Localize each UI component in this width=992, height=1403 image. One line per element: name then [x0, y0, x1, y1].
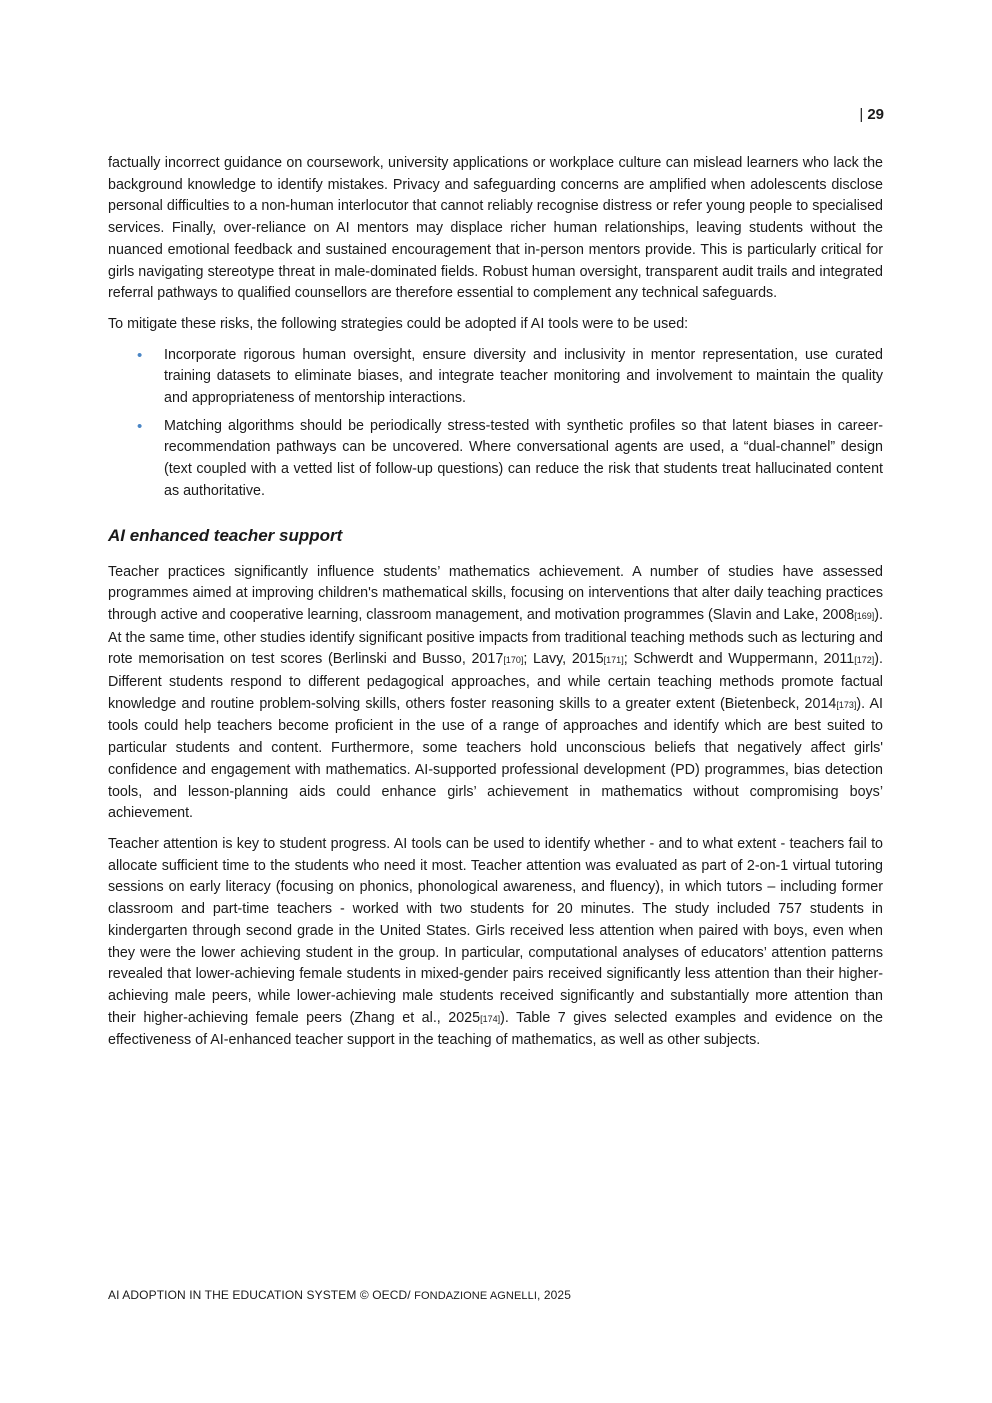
strategies-list: [108, 345, 883, 503]
text-run: ; Lavy, 2015: [523, 651, 604, 668]
paragraph-strategies-intro: To mitigate these risks, the following strategies could be adopted if AI tools were to be used:: [108, 315, 689, 332]
text-run: ). At the same time, other studies identify significant positive impacts from traditional teaching methods such as lecturing and rote memorisation on test scores (Berlinski and Busso, 2017: [108, 606, 884, 668]
list-item-text: Matching algorithms should be periodically stress-tested with synthetic profiles so that latent biases in career-recommendation pathways can be uncovered. Where conversational agents are used, a “dual-channel” design (text coupled with a vetted list of follow-up questions) can reduce the risk that students treat hallucinated content as authoritative.: [164, 417, 883, 499]
page-number: [859, 106, 884, 123]
citation-ref[interactable]: [169]: [854, 610, 875, 621]
list-item-text: Incorporate rigorous human oversight, ensure diversity and inclusivity in mentor representation, use curated training datasets to eliminate biases, and integrate teacher monitoring and involvement to maintain the quality and appropriateness of mentorship interactions.: [164, 346, 883, 407]
citation-ref[interactable]: [173]: [836, 699, 857, 710]
text-run: ). Different students respond to different pedagogical approaches, and while certain teaching methods promote factual knowledge and routine problem-solving skills, others foster reasoning skills to a greater extent (Bietenbeck, 2014: [108, 651, 884, 712]
text-run: ; Schwerdt and Wuppermann, 2011: [623, 651, 855, 668]
footer-publisher: FONDAZIONE AGNELLI: [414, 1290, 537, 1302]
citation-ref[interactable]: [174]: [480, 1013, 501, 1024]
text-run: Teacher practices significantly influence students’ mathematics achievement. A number of studies have assessed programmes aimed at improving children's mathematical skills, focusing on interventions that alter daily teaching practices through active and cooperative learning, classroom management, and motivation programmes (Slavin and Lake, 2008: [108, 563, 883, 623]
footer-text: AI ADOPTION IN THE EDUCATION SYSTEM © OECD/: [108, 1288, 415, 1302]
footer-year: , 2025: [537, 1288, 571, 1302]
paragraph-teacher-attention: [108, 834, 883, 1052]
paragraph-teacher-practices: [108, 562, 883, 825]
section-heading: AI enhanced teacher support: [108, 525, 343, 545]
text-run: ). Table 7 gives selected examples and evidence on the effectiveness of AI-enhanced teacher support in the teaching of mathematics, as well as other subjects.: [108, 1009, 883, 1049]
bullet-icon: •: [137, 417, 143, 435]
list-item: [137, 416, 883, 503]
text-run: Teacher attention is key to student progress. AI tools can be used to identify whether - and to what extent - teachers fail to allocate sufficient time to the students who need it most. Teacher attention was evaluated as part of 2-on-1 virtual tutoring sessions on early literacy (focusing on phonics, phonological awareness, and fluency), in which tutors – including former classroom and part-time teachers - worked with two students for 20 minutes. The study included 757 students in kindergarten through second grade in the United States. Girls received less attention when paired with boys, even when they were the lower achieving student in the group. In particular, computational analyses of educators’ attention patterns revealed that lower-achieving female students in mixed-gender pairs received significantly less attention than their higher-achieving male peers, while lower-achieving male students received significantly and substantially more attention than their higher-achieving female peers (Zhang et al., 2025: [108, 835, 883, 1026]
page-footer: [108, 1288, 571, 1302]
citation-ref[interactable]: [171]: [603, 655, 624, 666]
citation-ref[interactable]: [170]: [503, 655, 524, 666]
bullet-icon: •: [137, 346, 143, 364]
list-item: [137, 345, 883, 410]
main-content: [108, 153, 883, 1061]
page-number-separator: |: [859, 106, 864, 123]
text-run: ). AI tools could help teachers become proficient in the use of a range of approaches and identify which are best suited to particular students and content. Furthermore, some teachers hold unconscious beliefs that negatively affect girls' confidence and engagement with mathematics. AI-supported professional development (PD) programmes, bias detection tools, and lesson-planning aids could enhance girls’ achievement in mathematics without compromising boys’ achievement.: [108, 695, 883, 822]
paragraph-risks: factually incorrect guidance on coursework, university applications or workplace culture can mislead learners who lack the background knowledge to identify mistakes. Privacy and safeguarding concerns are amplified when adolescents disclose personal difficulties to a non-human interlocutor that cannot reliably recognise distress or refer young people to specialised services. Finally, over-reliance on AI mentors may displace richer human relationships, leaving students without the nuanced emotional feedback and sustained encouragement that in-person mentors provide. This is particularly critical for girls navigating stereotype threat in male-dominated fields. Robust human oversight, transparent audit trails and integrated referral pathways to qualified counsellors are therefore essential to complement any technical safeguards.: [108, 155, 883, 302]
citation-ref[interactable]: [172]: [854, 655, 875, 666]
page-number-value: 29: [867, 106, 884, 123]
